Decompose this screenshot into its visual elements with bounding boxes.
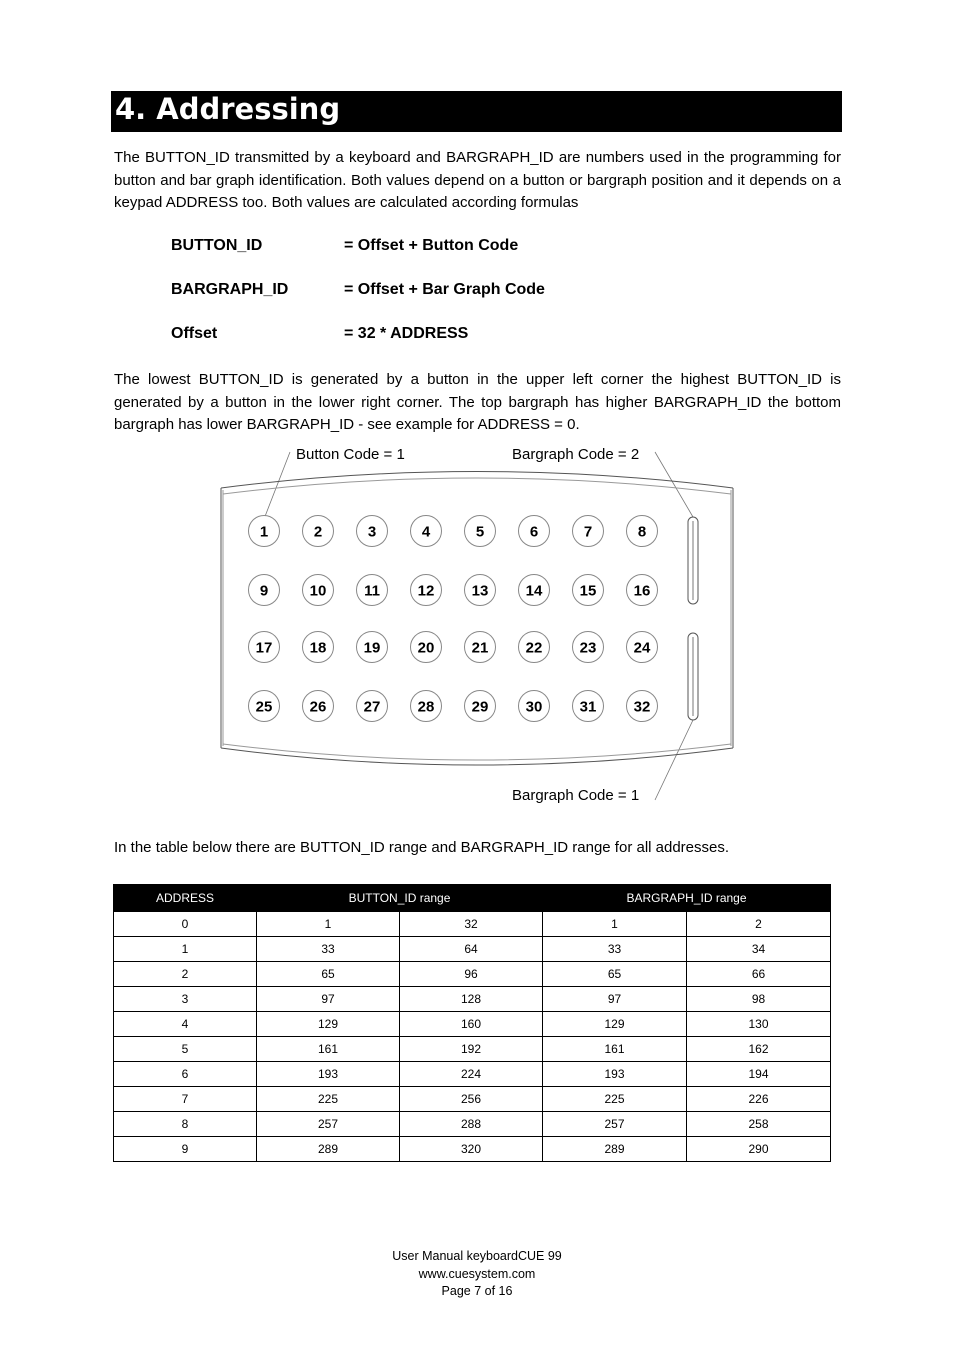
explanation-paragraph: The lowest BUTTON_ID is generated by a button in the upper left corner the highest BUTTON_ID is generated by a button in the lower right corner. The top bargraph has higher BARGRAPH_ID the bottom bargraph has lower BARGRAPH_ID - see example for ADDRESS = 0. <box>114 371 841 433</box>
keypad-button-label: 24 <box>633 639 651 657</box>
keypad-button-label: 1 <box>259 523 269 541</box>
table-cell: 161 <box>543 1037 687 1062</box>
table-row <box>114 1137 831 1162</box>
table-cell: 194 <box>687 1062 831 1087</box>
table-cell: 8 <box>114 1112 257 1137</box>
table-cell: 129 <box>543 1012 687 1037</box>
keypad-button-label: 19 <box>363 639 381 657</box>
keypad-diagram <box>0 440 954 810</box>
header-address: ADDRESS <box>114 885 257 912</box>
table-cell: 3 <box>114 987 257 1012</box>
table-cell: 289 <box>257 1137 400 1162</box>
table-cell: 33 <box>257 937 400 962</box>
table-cell: 66 <box>687 962 831 987</box>
formula-expression: = 32 * ADDRESS <box>344 325 469 342</box>
keypad-button <box>249 632 280 663</box>
table-cell: 2 <box>687 912 831 937</box>
table-cell: 193 <box>543 1062 687 1087</box>
table-cell: 128 <box>400 987 543 1012</box>
table-row <box>114 1037 831 1062</box>
formula-expression: = Offset + Button Code <box>344 237 519 254</box>
table-cell: 33 <box>543 937 687 962</box>
keypad-button <box>519 632 550 663</box>
table-cell: 64 <box>400 937 543 962</box>
table-cell: 9 <box>114 1137 257 1162</box>
keypad-button-label: 16 <box>633 582 651 600</box>
table-cell: 1 <box>257 912 400 937</box>
keypad-button <box>357 632 388 663</box>
table-cell: 224 <box>400 1062 543 1087</box>
table-row <box>114 1112 831 1137</box>
keypad-button <box>519 575 550 606</box>
keypad-button-label: 28 <box>417 698 435 716</box>
keypad-button-label: 31 <box>579 698 597 716</box>
keypad-button <box>627 691 658 722</box>
keypad-button <box>627 575 658 606</box>
table-cell: 161 <box>257 1037 400 1062</box>
keypad-button-label: 14 <box>525 582 543 600</box>
keypad-button <box>303 632 334 663</box>
keypad-button-label: 30 <box>525 698 543 716</box>
keypad-button-label: 12 <box>417 582 435 600</box>
table-cell: 160 <box>400 1012 543 1037</box>
keypad-button-label: 27 <box>363 698 381 716</box>
table-cell: 192 <box>400 1037 543 1062</box>
keypad-button <box>573 575 604 606</box>
table-cell: 288 <box>400 1112 543 1137</box>
table-cell: 258 <box>687 1112 831 1137</box>
table-row <box>114 1087 831 1112</box>
formula-expression: = Offset + Bar Graph Code <box>344 281 545 298</box>
keypad-button <box>249 516 280 547</box>
table-cell: 2 <box>114 962 257 987</box>
button-leader-line <box>264 452 290 519</box>
button-code-label: Button Code = 1 <box>296 446 405 463</box>
keypad-button <box>519 691 550 722</box>
bargraph-top-leader-line <box>655 452 693 517</box>
keypad-button <box>303 516 334 547</box>
table-cell: 97 <box>257 987 400 1012</box>
keypad-button-label: 11 <box>364 582 380 600</box>
table-cell: 4 <box>114 1012 257 1037</box>
keypad-button <box>465 691 496 722</box>
table-cell: 1 <box>543 912 687 937</box>
keypad-button <box>411 691 442 722</box>
keypad-button-label: 2 <box>313 523 323 541</box>
address-table <box>113 884 831 1162</box>
keypad-button-label: 8 <box>637 523 647 541</box>
footer-website: www.cuesystem.com <box>418 1266 536 1281</box>
keypad-button <box>573 691 604 722</box>
keypad-buttons <box>249 516 658 722</box>
header-bargraph-id-range: BARGRAPH_ID range <box>543 885 831 912</box>
bargraph-bottom-leader-line <box>655 720 693 800</box>
table-intro-paragraph: In the table below there are BUTTON_ID range and BARGRAPH_ID range for all addresses. <box>114 839 730 856</box>
keypad-button-label: 29 <box>471 698 489 716</box>
keypad-button <box>357 691 388 722</box>
table-cell: 96 <box>400 962 543 987</box>
keypad-button-label: 26 <box>309 698 327 716</box>
table-cell: 7 <box>114 1087 257 1112</box>
formula-name: BARGRAPH_ID <box>171 281 289 298</box>
table-cell: 130 <box>687 1012 831 1037</box>
keypad-button <box>357 516 388 547</box>
table-cell: 6 <box>114 1062 257 1087</box>
keypad-button <box>627 632 658 663</box>
intro-paragraph: The BUTTON_ID transmitted by a keyboard and BARGRAPH_ID are numbers used in the programming for button and bar graph identification. Both values depend on a button or bargraph position and it depends on a keypad ADDRESS too. Both values are calculated according formulas <box>114 149 841 211</box>
keypad-button-label: 4 <box>421 523 431 541</box>
table-cell: 193 <box>257 1062 400 1087</box>
keypad-button-label: 21 <box>471 639 489 657</box>
keypad-button-label: 15 <box>579 582 597 600</box>
table-cell: 129 <box>257 1012 400 1037</box>
keypad-button <box>519 516 550 547</box>
keypad-button <box>573 516 604 547</box>
header-button-id-range: BUTTON_ID range <box>257 885 543 912</box>
keypad-button <box>465 632 496 663</box>
table-cell: 162 <box>687 1037 831 1062</box>
table-row <box>114 1012 831 1037</box>
footer-manual-title: User Manual keyboardCUE 99 <box>392 1249 562 1263</box>
table-cell: 226 <box>687 1087 831 1112</box>
keypad-button-label: 22 <box>525 639 543 657</box>
keypad-button <box>303 691 334 722</box>
keypad-button <box>465 516 496 547</box>
table-cell: 1 <box>114 937 257 962</box>
table-cell: 320 <box>400 1137 543 1162</box>
table-cell: 256 <box>400 1087 543 1112</box>
bargraph-top-label: Bargraph Code = 2 <box>512 446 640 463</box>
table-row <box>114 962 831 987</box>
table-cell: 225 <box>543 1087 687 1112</box>
footer-page-number: Page 7 of 16 <box>441 1284 513 1298</box>
keypad-button <box>627 516 658 547</box>
table-cell: 0 <box>114 912 257 937</box>
keypad-button <box>249 575 280 606</box>
keypad-button <box>411 516 442 547</box>
keypad-button-label: 9 <box>259 582 269 600</box>
keypad-button-label: 23 <box>579 639 597 657</box>
formula-name: BUTTON_ID <box>171 237 263 254</box>
keypad-button <box>357 575 388 606</box>
table-cell: 65 <box>543 962 687 987</box>
keypad-button-label: 10 <box>309 582 327 600</box>
table-cell: 97 <box>543 987 687 1012</box>
keypad-button <box>573 632 604 663</box>
keypad-button-label: 3 <box>367 523 377 541</box>
keypad-button-label: 5 <box>475 523 485 541</box>
keypad-button-label: 32 <box>633 698 651 716</box>
page-footer <box>0 1248 954 1301</box>
section-heading: 4. Addressing <box>111 91 842 132</box>
table-cell: 34 <box>687 937 831 962</box>
keypad-button <box>465 575 496 606</box>
keypad-button <box>411 575 442 606</box>
keypad-button <box>249 691 280 722</box>
table-cell: 257 <box>257 1112 400 1137</box>
keypad-button-label: 6 <box>529 523 539 541</box>
keypad-button-label: 25 <box>255 698 273 716</box>
keypad-button-label: 17 <box>255 639 273 657</box>
formula-name: Offset <box>171 325 218 342</box>
table-cell: 225 <box>257 1087 400 1112</box>
table-cell: 5 <box>114 1037 257 1062</box>
table-cell: 98 <box>687 987 831 1012</box>
table-row <box>114 912 831 937</box>
table-row <box>114 1062 831 1087</box>
keypad-button-label: 20 <box>417 639 435 657</box>
table-cell: 257 <box>543 1112 687 1137</box>
table-cell: 290 <box>687 1137 831 1162</box>
keypad-button-label: 13 <box>471 582 489 600</box>
table-row <box>114 937 831 962</box>
table-header-row <box>114 885 831 912</box>
table-cell: 65 <box>257 962 400 987</box>
keypad-button-label: 7 <box>583 523 593 541</box>
bargraph-bottom-label: Bargraph Code = 1 <box>512 787 640 804</box>
table-cell: 32 <box>400 912 543 937</box>
keypad-button <box>411 632 442 663</box>
table-row <box>114 987 831 1012</box>
keypad-button-label: 18 <box>309 639 327 657</box>
table-cell: 289 <box>543 1137 687 1162</box>
keypad-button <box>303 575 334 606</box>
